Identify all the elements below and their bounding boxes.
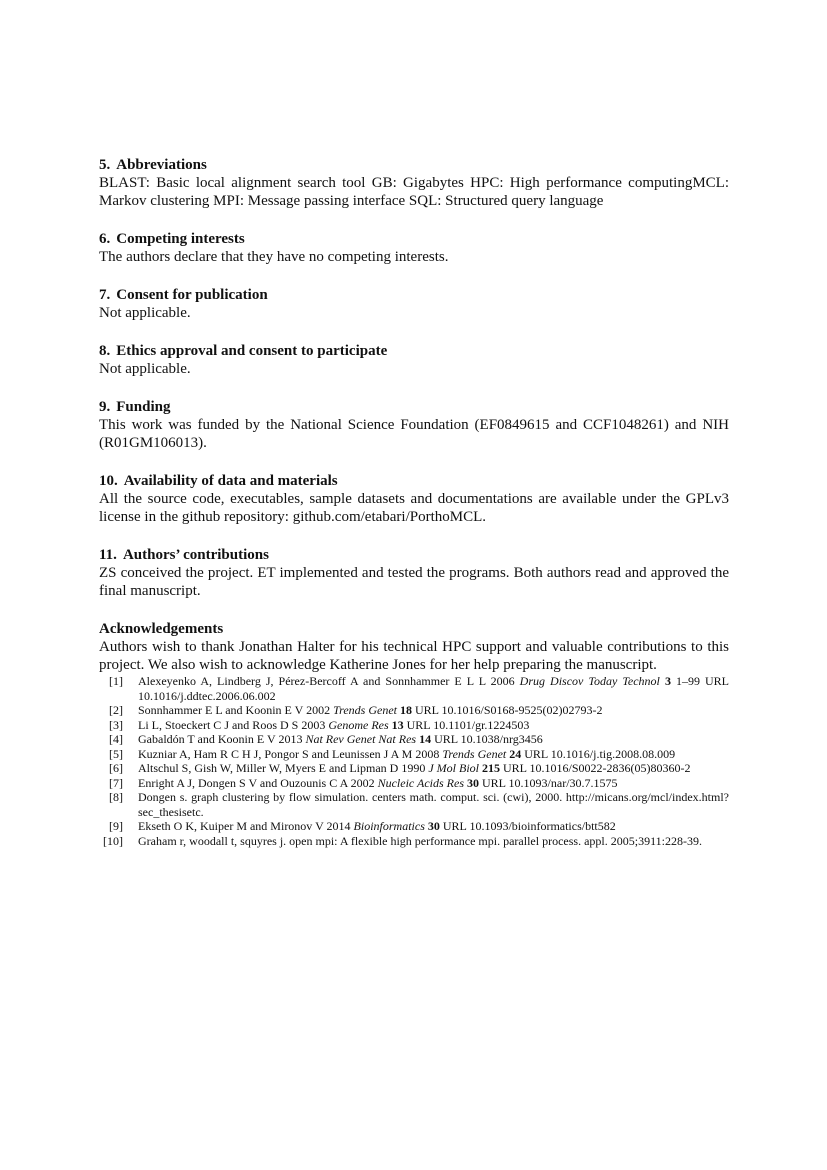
section-heading [99, 398, 729, 416]
section-body: The authors declare that they have no competing interests. [99, 249, 449, 265]
reference-item [99, 819, 729, 834]
section-title: Consent for publication [116, 287, 268, 303]
section-title: Authors’ contributions [122, 547, 269, 563]
reference-journal: Bioinformatics [353, 819, 425, 833]
reference-volume: 215 [481, 761, 500, 775]
reference-item [99, 703, 729, 718]
section-heading [99, 472, 729, 490]
section-body: Not applicable. [99, 361, 191, 377]
reference-rest: URL 10.1016/S0168-9525(02)02793-2 [411, 703, 603, 717]
reference-journal: Nucleic Acids Res [377, 775, 464, 790]
section-heading [99, 230, 729, 248]
reference-number: [2] [109, 703, 123, 717]
reference-item [99, 776, 729, 791]
section-body: Not applicable. [99, 305, 191, 321]
reference-number: [3] [109, 717, 123, 732]
reference-journal: Trends Genet [442, 746, 507, 761]
reference-volume: 14 [419, 732, 432, 746]
reference-volume: 18 [399, 703, 412, 717]
section-body: ZS conceived the project. ET implemented and tested the programs. Both authors read and approved the final manuscript. [99, 565, 729, 599]
section-consent-publication [99, 286, 729, 322]
reference-number: [7] [109, 775, 123, 790]
reference-authors: Enright A J, Dongen S V and Ouzounis C A 2002 [138, 775, 378, 790]
reference-authors: Ekseth O K, Kuiper M and Mironov V 2014 [138, 819, 354, 833]
reference-journal: Trends Genet [333, 703, 397, 717]
reference-rest: 1–99 URL 10.1016/j.ddtec.2006.06.002 [138, 674, 730, 703]
section-body: This work was funded by the National Science Foundation (EF0849615 and CCF1048261) and NIH (R01GM106013). [99, 417, 729, 451]
section-number: 9. [99, 399, 111, 415]
reference-authors: Alexeyenko A, Lindberg J, Pérez-Bercoff A and Sonnhammer E L L 2006 [138, 674, 520, 688]
reference-authors: Altschul S, Gish W, Miller W, Myers E and Lipman D 1990 [138, 761, 429, 775]
reference-journal: J Mol Biol [428, 761, 479, 775]
section-body: All the source code, executables, sample datasets and documentations are available under the GPLv3 license in the github repository: github.com/etabari/PorthoMCL. [99, 491, 729, 525]
reference-authors: Kuzniar A, Ham R C H J, Pongor S and Leunissen J A M 2008 [138, 746, 443, 761]
section-heading [99, 156, 729, 174]
reference-item [99, 790, 729, 819]
reference-list [99, 674, 729, 848]
reference-volume: 24 [509, 746, 522, 761]
reference-journal: Genome Res [328, 717, 389, 732]
reference-number: [4] [109, 732, 123, 746]
section-abbreviations [99, 156, 729, 210]
reference-number: [8] [109, 790, 123, 804]
acknowledgements-heading: Acknowledgements [99, 621, 224, 637]
section-heading [99, 546, 729, 564]
reference-volume: 3 [664, 674, 671, 688]
reference-rest: URL 10.1093/nar/30.7.1575 [479, 775, 618, 790]
reference-number: [9] [109, 819, 123, 833]
reference-authors: Gabaldón T and Koonin E V 2013 [138, 732, 306, 746]
reference-item [99, 761, 729, 776]
reference-rest: URL 10.1101/gr.1224503 [403, 717, 530, 732]
reference-authors: Sonnhammer E L and Koonin E V 2002 [138, 703, 334, 717]
acknowledgements-body: Authors wish to thank Jonathan Halter for his technical HPC support and valuable contributions to this project. We also wish to acknowledge Katherine Jones for her help preparing the manuscript. [99, 639, 729, 673]
reference-journal: Drug Discov Today Technol [519, 674, 660, 688]
section-number: 8. [99, 343, 111, 359]
section-heading [99, 286, 729, 304]
section-number: 5. [99, 157, 111, 173]
reference-item [99, 732, 729, 747]
section-contributions [99, 546, 729, 600]
section-title: Abbreviations [116, 157, 207, 173]
reference-rest: URL 10.1016/j.tig.2008.08.009 [521, 746, 676, 761]
reference-item [99, 674, 729, 703]
section-number: 11. [99, 547, 117, 563]
reference-number: [10] [103, 833, 123, 848]
section-title: Funding [116, 399, 171, 415]
reference-rest: URL 10.1016/S0022-2836(05)80360-2 [499, 761, 691, 775]
reference-number: [1] [109, 674, 123, 688]
section-number: 7. [99, 287, 111, 303]
document-page [99, 156, 729, 848]
section-ethics [99, 342, 729, 378]
section-title: Availability of data and materials [123, 473, 338, 489]
reference-volume: 13 [391, 717, 404, 732]
reference-item [99, 747, 729, 762]
section-competing-interests [99, 230, 729, 266]
reference-volume: 30 [467, 775, 479, 790]
reference-number: [6] [109, 761, 123, 775]
section-body: BLAST: Basic local alignment search tool GB: Gigabytes HPC: High performance computingMCL: Markov clustering MPI: Message passing interface SQL: Structured query language [99, 175, 729, 209]
reference-rest: URL 10.1093/bioinformatics/btt582 [439, 819, 616, 833]
section-availability [99, 472, 729, 526]
reference-journal: Nat Rev Genet Nat Res [305, 732, 417, 746]
reference-number: [5] [109, 746, 123, 761]
reference-text: Dongen s. graph clustering by flow simulation. centers math. comput. sci. (cwi), 2000. http://micans.org/mcl/index.html?sec_thesisetc. [138, 790, 729, 819]
reference-authors: Li L, Stoeckert C J and Roos D S 2003 [138, 717, 329, 732]
section-number: 6. [99, 231, 111, 247]
section-funding [99, 398, 729, 452]
reference-text: Graham r, woodall t, squyres j. open mpi: A flexible high performance mpi. parallel process. appl. 2005;3911:228-39. [138, 833, 702, 848]
section-number: 10. [99, 473, 118, 489]
reference-rest: URL 10.1038/nrg3456 [431, 732, 543, 746]
section-title: Ethics approval and consent to participate [116, 343, 388, 359]
reference-volume: 30 [427, 819, 440, 833]
section-acknowledgements [99, 620, 729, 674]
reference-item [99, 718, 729, 733]
section-heading [99, 342, 729, 360]
section-title: Competing interests [116, 231, 245, 247]
reference-item [99, 834, 729, 849]
